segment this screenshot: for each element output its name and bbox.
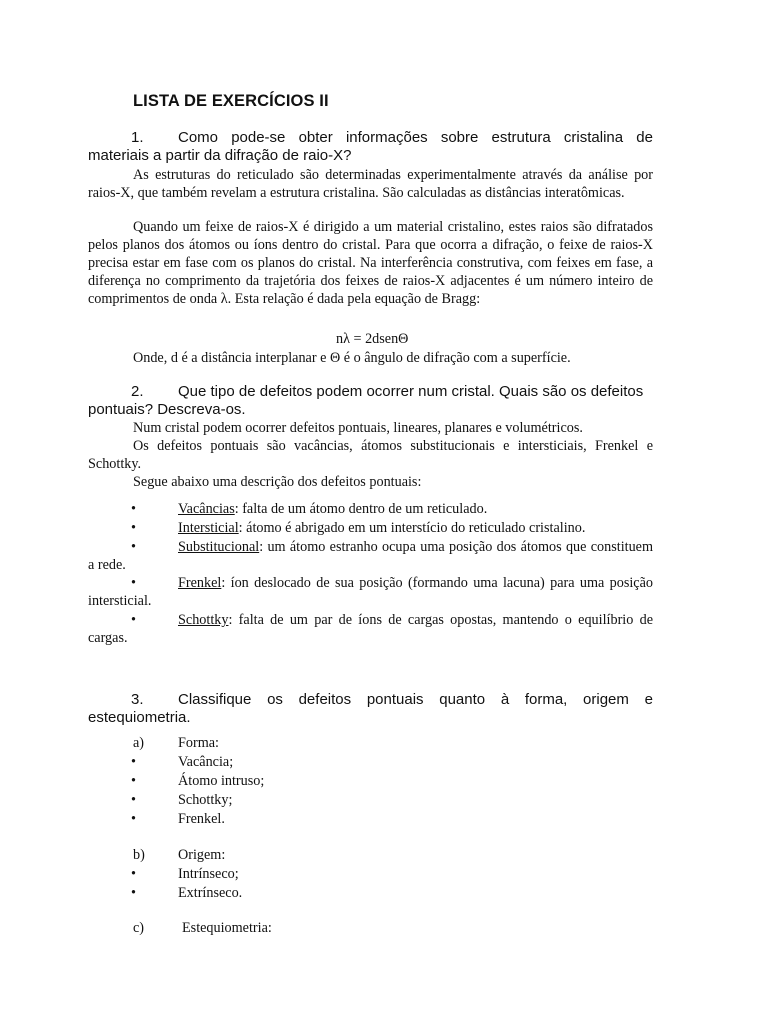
list-label-b: b): [133, 847, 145, 863]
q1-heading-line2: materiais a partir da difração de raio-X?: [88, 147, 352, 164]
q1-equation-note: Onde, d é a distância interplanar e Θ é o ângulo de difração com a superfície.: [133, 350, 571, 366]
list-title-forma: Forma:: [178, 735, 219, 751]
defect-item-substitucional: [88, 538, 653, 574]
defect-item-frenkel: [88, 574, 653, 610]
q3-number: 3.: [131, 691, 144, 708]
list-item: Extrínseco.: [178, 885, 243, 901]
bullet-icon: •: [131, 501, 136, 517]
q3-word: origem: [583, 691, 629, 708]
defect-description: : átomo é abrigado em um interstício do reticulado cristalino.: [238, 520, 586, 536]
q1-heading-line1: [178, 129, 653, 147]
defect-term: Schottky: [178, 612, 229, 628]
list-item: Átomo intruso;: [178, 773, 265, 789]
list-label-a: a): [133, 735, 145, 751]
q2-answer-paragraph-1: Num cristal podem ocorrer defeitos pontuais, lineares, planares e volumétricos.: [133, 420, 583, 436]
q2-number: 2.: [131, 383, 144, 400]
list-item: Frenkel.: [178, 811, 225, 827]
q3-word: quanto: [439, 691, 486, 708]
q2-heading-line1: Que tipo de defeitos podem ocorrer num cristal. Quais são os defeitos: [178, 383, 644, 400]
q3-word: defeitos: [298, 691, 352, 708]
q2-answer-paragraph-2: Os defeitos pontuais são vacâncias, átomos substitucionais e intersticiais, Frenkel e Schottky.: [88, 438, 653, 472]
defect-description: : falta de um átomo dentro de um reticulado.: [234, 501, 488, 517]
bullet-icon: •: [131, 866, 136, 882]
defect-term: Intersticial: [178, 520, 239, 536]
bragg-equation: nλ = 2dsenΘ: [336, 331, 409, 347]
defect-term: Vacâncias: [178, 501, 235, 517]
q3-word: pontuais: [366, 691, 424, 708]
q1-word: sobre: [440, 129, 479, 146]
defect-description: : falta de um par de íons de cargas opostas, mantendo o equilíbrio de cargas.: [88, 612, 653, 646]
bullet-icon: •: [131, 754, 136, 770]
q3-word: e: [644, 691, 653, 708]
list-title-estequiometria: Estequiometria:: [182, 920, 272, 936]
bullet-icon: •: [131, 792, 136, 808]
list-item: Schottky;: [178, 792, 233, 808]
list-item: Vacância;: [178, 754, 234, 770]
q1-word: cristalina: [563, 129, 624, 146]
q1-word: informações: [345, 129, 428, 146]
list-title-origem: Origem:: [178, 847, 226, 863]
defect-term: Substitucional: [178, 539, 260, 555]
defect-term: Frenkel: [178, 575, 222, 591]
bullet-icon: •: [131, 539, 136, 555]
q3-word: Classifique: [178, 691, 252, 708]
bullet-icon: •: [131, 612, 136, 628]
defect-description: : íon deslocado de sua posição (formando uma lacuna) para uma posição intersticial.: [88, 575, 653, 609]
bullet-icon: •: [131, 520, 136, 536]
bullet-icon: •: [131, 885, 136, 901]
defect-item-schottky: [88, 611, 653, 647]
q3-word: forma,: [524, 691, 568, 708]
defect-item-vacancias: [178, 500, 487, 518]
list-item: Intrínseco;: [178, 866, 239, 882]
q3-word: os: [267, 691, 283, 708]
q1-word: pode-se: [231, 129, 286, 146]
bullet-icon: •: [131, 773, 136, 789]
q1-word: de: [636, 129, 653, 146]
q3-heading-line1: [178, 691, 653, 709]
defect-description: : um átomo estranho ocupa uma posição dos átomos que constituem a rede.: [88, 539, 653, 573]
q3-heading-line2: estequiometria.: [88, 709, 191, 726]
q1-answer-paragraph-2: Quando um feixe de raios-X é dirigido a um material cristalino, estes raios são difratados pelos planos dos átomos ou íons dentro do cristal. Para que ocorra a difração, o feixe de raios-X precisa estar em fase com os planos do cristal. Na interferência construtiva, com feixes em fase, a diferença no comprimento da trajetória dos feixes de raios-X adjacentes é um número inteiro de comprimentos de onda λ. Esta relação é dada pela equação de Bragg:: [88, 219, 653, 307]
defect-item-intersticial: [178, 519, 585, 537]
q1-answer-paragraph-1: As estruturas do reticulado são determinadas experimentalmente através da análise por raios-X, que também revelam a estrutura cristalina. São calculadas as distâncias interatômicas.: [88, 167, 653, 201]
q2-answer-paragraph-3: Segue abaixo uma descrição dos defeitos pontuais:: [133, 474, 422, 490]
q1-number: 1.: [131, 129, 144, 146]
q1-word: obter: [298, 129, 333, 146]
q1-word: estrutura: [491, 129, 551, 146]
list-label-c: c): [133, 920, 145, 936]
q2-heading-line2: pontuais? Descreva-os.: [88, 401, 246, 418]
q3-word: à: [500, 691, 510, 708]
bullet-icon: •: [131, 575, 136, 591]
bullet-icon: •: [131, 811, 136, 827]
q1-word: Como: [178, 129, 219, 146]
page-title: LISTA DE EXERCÍCIOS II: [133, 92, 329, 110]
